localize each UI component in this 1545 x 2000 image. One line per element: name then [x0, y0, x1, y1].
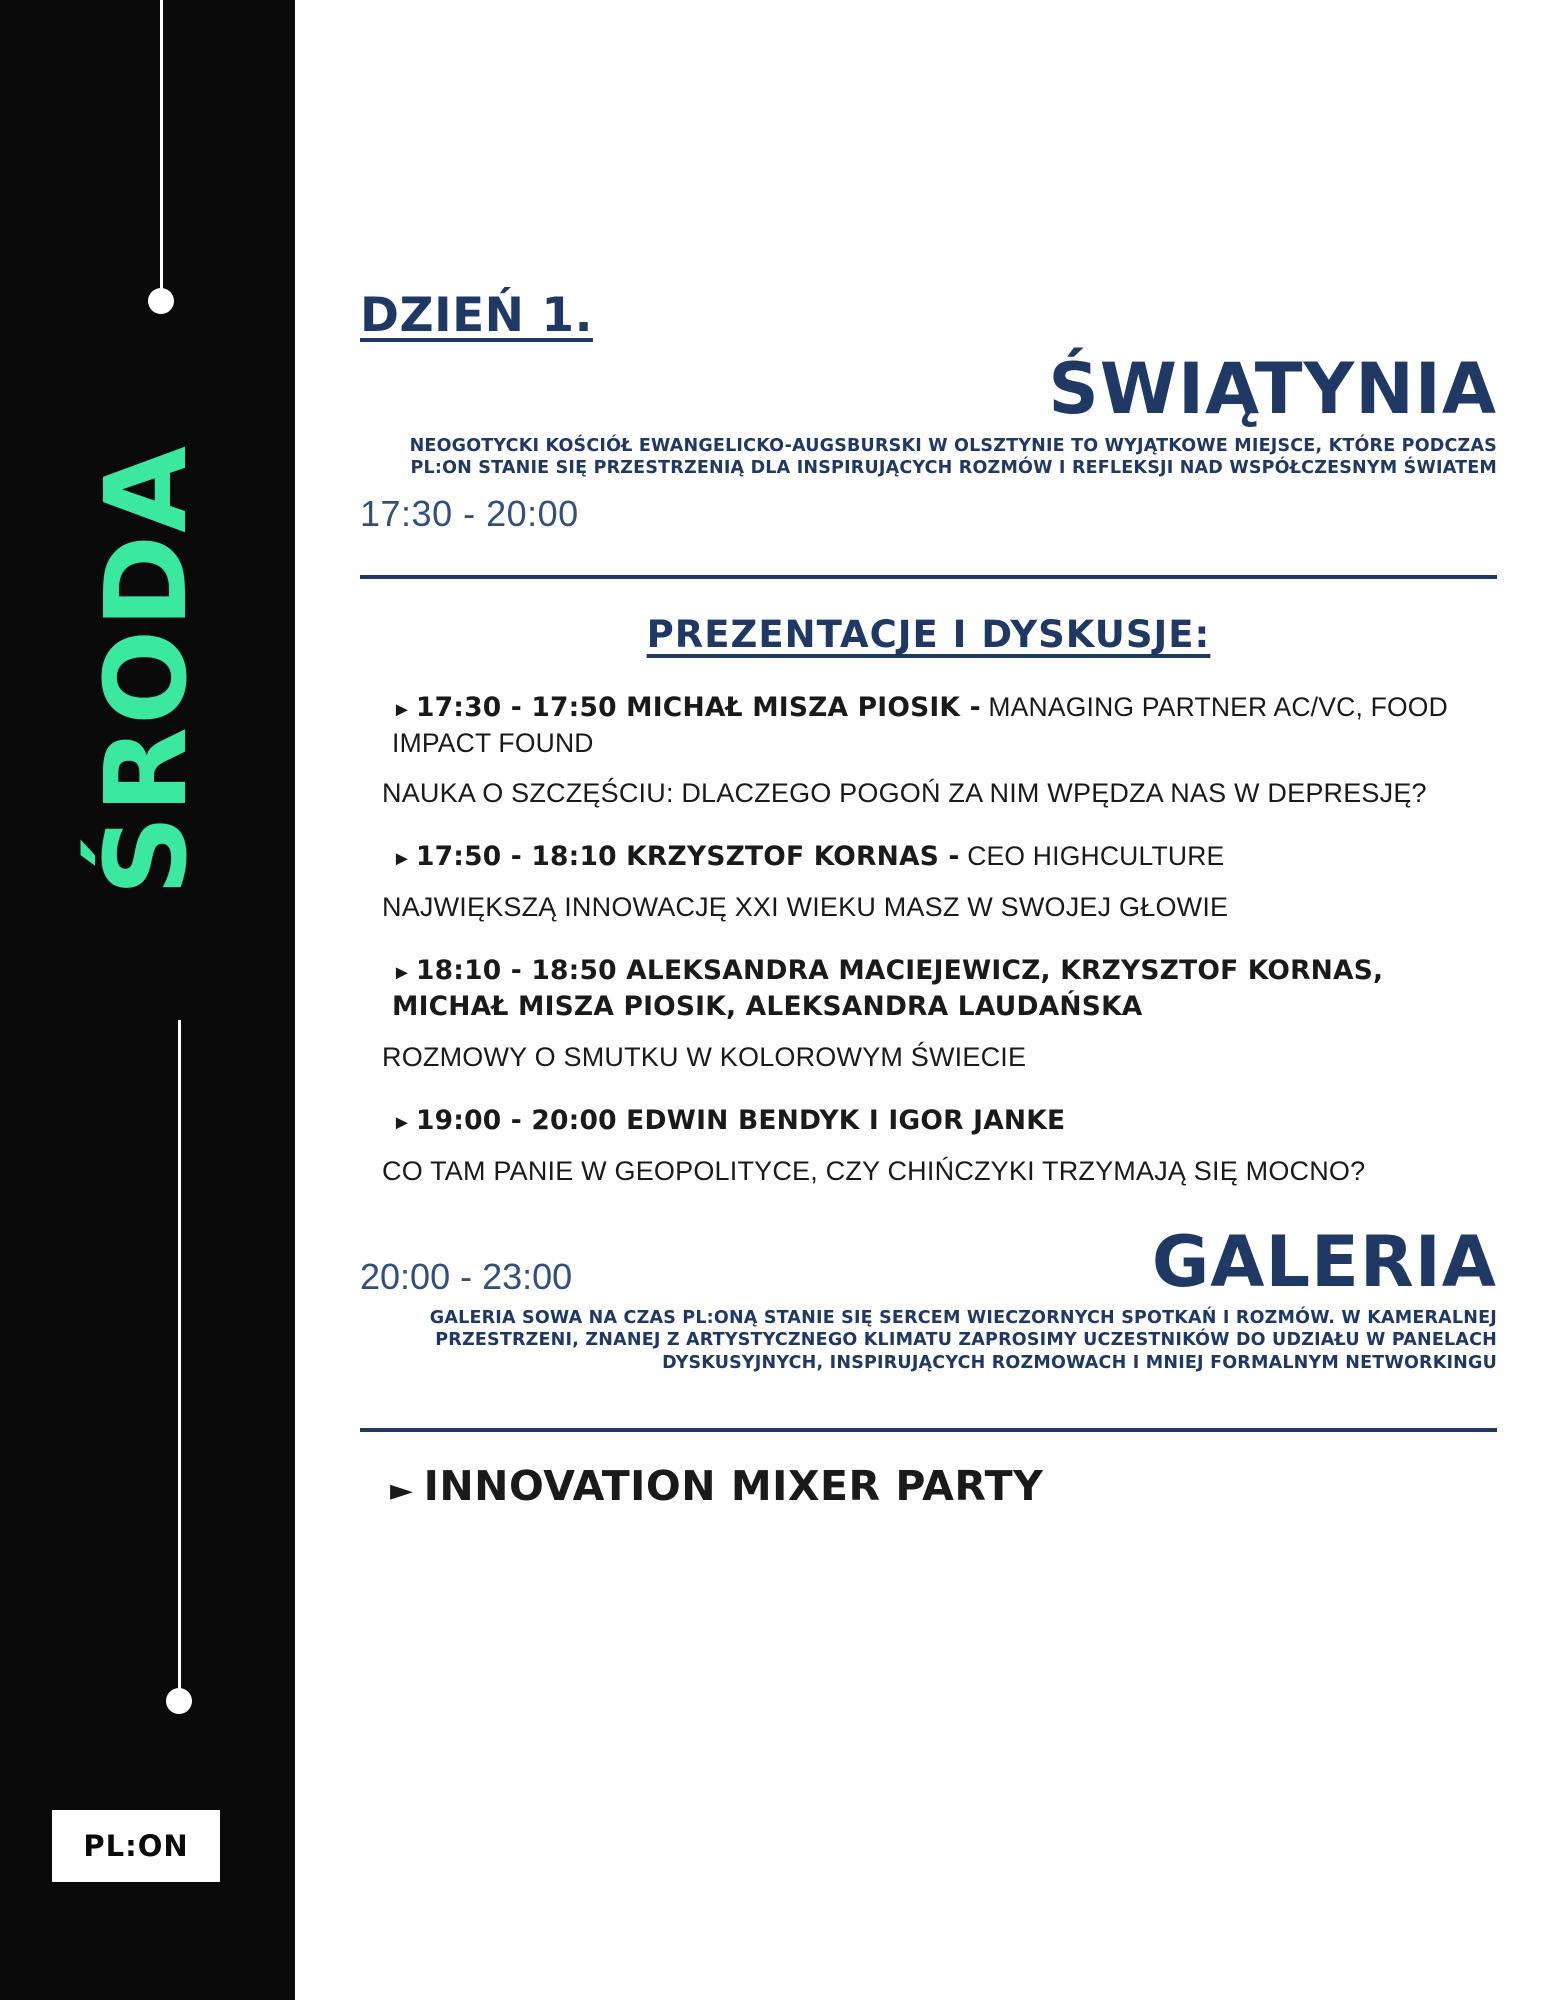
venue-name: ŚWIĄTYNIA [1048, 348, 1497, 430]
bullet-arrow-icon: ► [392, 699, 412, 721]
talk-role: CEO HIGHCULTURE [959, 841, 1225, 872]
list-item [382, 1103, 1497, 1189]
talk-speaker: 17:30 - 17:50 MICHAŁ MISZA PIOSIK - [416, 692, 981, 723]
talk-topic: NAUKA O SZCZĘŚCIU: DLACZEGO POGOŃ ZA NIM WPĘDZA NAS W DEPRESJĘ? [382, 777, 1427, 808]
venue-description: GALERIA SOWA NA CZAS PL:ONĄ STANIE SIĘ SERCEM WIECZORNYCH SPOTKAŃ I ROZMÓW. W KAMERALNEJ PRZESTRZENI, ZNANEJ Z ARTYSTYCZNEGO KLIMATU ZAPROSIMY UCZESTNIKÓW DO UDZIAŁU W PANELACH DYSKUSYJNYCH, INSPIRUJĄCYCH ROZMOWACH I MNIEJ FORMALNYM NETWORKINGU [429, 1308, 1497, 1373]
brand-logo-text: PL:ON [83, 1829, 189, 1863]
talk-topic: ROZMOWY O SMUTKU W KOLOROWYM ŚWIECIE [382, 1042, 1027, 1073]
talk-speaker: 17:50 - 18:10 KRZYSZTOF KORNAS - [416, 841, 960, 873]
talk-topic: CO TAM PANIE W GEOPOLITYCE, CZY CHIŃCZYKI TRZYMAJĄ SIĘ MOCNO? [382, 1156, 1366, 1187]
left-rail [0, 0, 295, 2000]
talk-heading [392, 1103, 1497, 1139]
rail-dot-top-icon [148, 288, 174, 314]
rail-line-bottom [178, 1020, 181, 1700]
talk-heading [392, 953, 1497, 1025]
venue-time: 17:30 - 20:00 [360, 493, 579, 534]
talk-topic: NAJWIĘKSZĄ INNOWACJĘ XXI WIEKU MASZ W SWOJEJ GŁOWIE [382, 892, 1229, 923]
list-item [382, 953, 1497, 1075]
venue-block-swiatynia [360, 348, 1497, 553]
talk-speaker: 18:10 - 18:50 ALEKSANDRA MACIEJEWICZ, KRZYSZTOF KORNAS, MICHAŁ MISZA PIOSIK, ALEKSANDRA LAUDAŃSKA [392, 955, 1384, 1023]
talk-heading [392, 839, 1497, 875]
talk-role: MANAGING PARTNER AC/VC, FOOD IMPACT FOUND [392, 692, 1448, 758]
footer-event-label: INNOVATION MIXER PARTY [423, 1461, 1044, 1510]
section-title-presentations: PREZENTACJE I DYSKUSJE: [646, 613, 1211, 656]
list-item [382, 839, 1497, 925]
venue-block-galeria [360, 1220, 1497, 1406]
talk-speaker: 19:00 - 20:00 EDWIN BENDYK I IGOR JANKE [416, 1105, 1066, 1137]
list-item [382, 690, 1497, 811]
talk-heading [392, 690, 1497, 761]
brand-logo [52, 1810, 220, 1882]
day-of-week-label: ŚRODA [82, 444, 212, 896]
venue-time: 20:00 - 23:00 [360, 1255, 573, 1297]
venue-description: NEOGOTYCKI KOŚCIÓŁ EWANGELICKO-AUGSBURSKI W OLSZTYNIE TO WYJĄTKOWE MIEJSCE, KTÓRE PODCZAS PL:ON STANIE SIĘ PRZESTRZENIĄ DLA INSPIRUJĄCYCH ROZMÓW I REFLEKSJI NAD WSPÓŁCZESNYM ŚWIATEM [409, 435, 1497, 478]
content-column [295, 0, 1545, 2000]
bullet-arrow-icon: ► [390, 1472, 414, 1508]
bullet-arrow-icon: ► [392, 962, 412, 985]
bullet-arrow-icon: ► [392, 848, 412, 871]
bullet-arrow-icon: ► [392, 1112, 412, 1135]
rail-dot-bottom-icon [166, 1688, 192, 1714]
talks-list [360, 690, 1497, 1190]
divider-bottom [360, 1428, 1497, 1432]
page-title: DZIEŃ 1. [360, 288, 593, 343]
divider-top [360, 575, 1497, 579]
footer-event [360, 1462, 1497, 1510]
venue-name: GALERIA [1151, 1220, 1497, 1303]
rail-line-top [160, 0, 163, 295]
